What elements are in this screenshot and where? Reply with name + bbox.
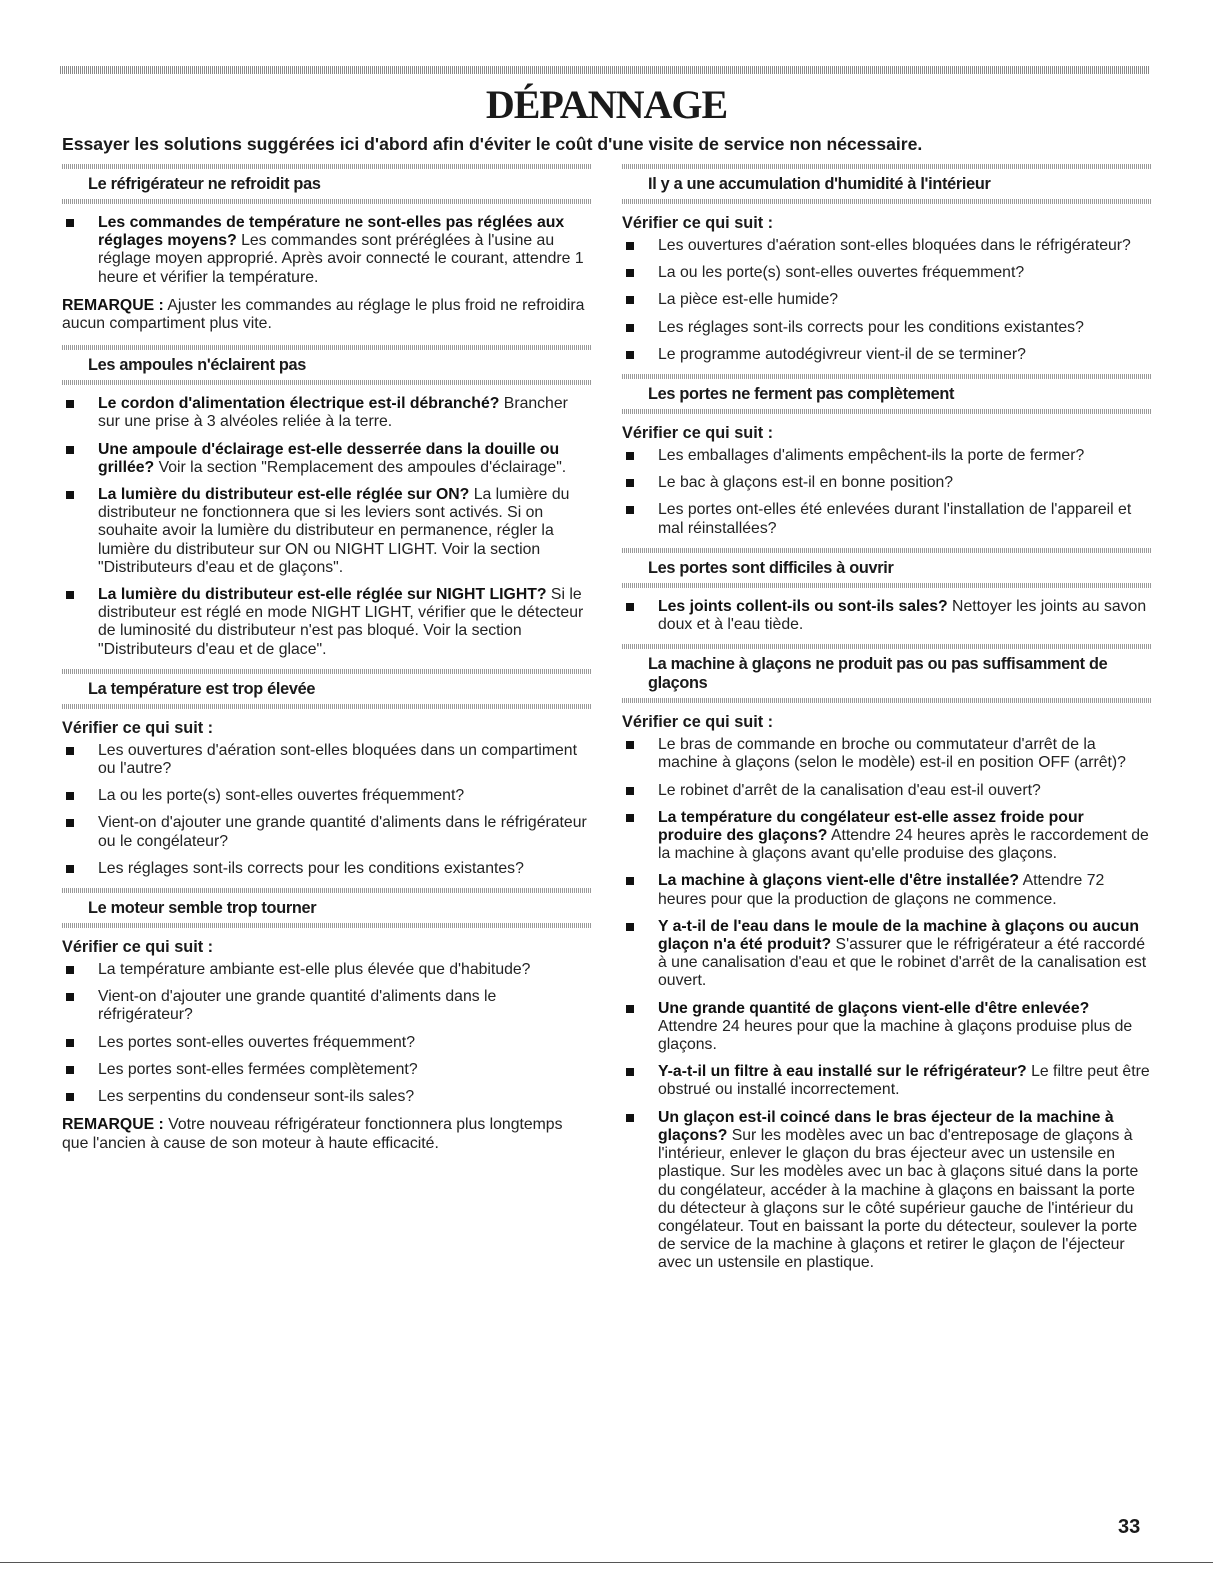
list-item [62,486,592,577]
bullet-icon [626,296,634,304]
intro-text: Essayer les solutions suggérées ici d'abord afin d'éviter le coût d'une visite de service non nécessaire. [62,134,923,154]
list-item [62,1061,592,1079]
item-text: Les emballages d'aliments empêchent-ils la porte de fermer? [658,447,1085,465]
bullet-icon [66,1039,74,1047]
item-text: Les réglages sont-ils corrects pour les conditions existantes? [98,859,524,877]
item-text: La pièce est-elle humide? [658,291,839,309]
answer: Le robinet d'arrêt de la canalisation d'eau est-il ouvert? [658,781,1041,799]
section-header [62,345,592,385]
check-heading: Vérifier ce qui suit : [62,718,214,737]
dotted-rule [622,583,1152,588]
left-column [62,164,592,1165]
dotted-rule [62,199,592,204]
list-item [62,441,592,477]
section-doors-hard-to-open [622,548,1152,634]
page-number: 33 [1118,1516,1141,1538]
bullet-icon [626,877,634,885]
bullet-icon [626,242,634,250]
list-item [622,918,1152,991]
answer: Le filtre peut être obstrué ou installé incorrectement. [658,1063,1150,1099]
section-title: Les portes ne ferment pas complètement [648,385,955,404]
section-temperature-high [62,669,592,878]
bullet-icon [626,506,634,514]
note-text: Ajuster les commandes au réglage le plus froid ne refroidira aucun compartiment plus vite. [62,296,585,333]
list [622,237,1152,364]
bullet-icon [626,324,634,332]
list [62,961,592,1106]
bullet-icon [66,1066,74,1074]
bullet-icon [626,452,634,460]
list [622,447,1152,538]
list-item [622,872,1152,908]
section-header [622,374,1152,414]
list-item [622,291,1152,309]
section-header [62,669,592,709]
section-not-cooling [62,164,592,333]
list-item [622,501,1152,537]
list-item [62,214,592,287]
list-item [622,598,1152,634]
bullet-icon [626,479,634,487]
list [622,598,1152,634]
item-text: Les ouvertures d'aération sont-elles bloquées dans un compartiment ou l'autre? [98,741,577,778]
bullet-icon [626,269,634,277]
question: Le cordon d'alimentation électrique est-il débranché? [98,395,500,413]
item-text: Le bac à glaçons est-il en bonne position? [658,474,954,492]
bullet-icon [626,923,634,931]
list-item [622,447,1152,465]
item-text: Les serpentins du condenseur sont-ils sales? [98,1088,415,1106]
item-text: Vient-on d'ajouter une grande quantité d'aliments dans le réfrigérateur? [98,988,497,1024]
section-header [62,164,592,204]
answer: Attendre 24 heures pour que la machine à glaçons produise plus de glaçons. [658,1017,1133,1054]
bullet-icon [626,787,634,795]
section-title: Le moteur semble trop tourner [88,899,317,918]
bottom-rule [0,1562,1213,1563]
right-column [622,164,1152,1283]
list-item [622,1109,1152,1273]
list-item [622,474,1152,492]
item-text: Les réglages sont-ils corrects pour les conditions existantes? [658,318,1084,336]
list [622,736,1152,1272]
list-item [622,1000,1152,1055]
list-item [622,319,1152,337]
section-header [62,888,592,928]
note-label: REMARQUE : [62,1116,164,1134]
question: Une ampoule d'éclairage est-elle desserrée dans la douille ou grillée? [98,440,560,476]
bullet-icon [66,1093,74,1101]
item-text: Les portes ont-elles été enlevées durant l'installation de l'appareil et mal réinstallées? [658,501,1132,537]
list-item [622,237,1152,255]
note-label: REMARQUE : [62,296,164,314]
question: Les joints collent-ils ou sont-ils sales? [658,597,948,615]
bullet-icon [66,747,74,755]
section-header [622,644,1152,703]
bullet-icon [66,591,74,599]
bullet-icon [626,741,634,749]
list-item [62,860,592,878]
bullet-icon [626,1114,634,1122]
section-doors-not-closing [622,374,1152,538]
list-item [62,586,592,659]
item-text: Vient-on d'ajouter une grande quantité d'aliments dans le réfrigérateur ou le congélateur? [98,814,587,850]
list-item [622,1063,1152,1099]
question: Y a-t-il de l'eau dans le moule de la machine à glaçons ou aucun glaçon n'a été produit? [658,917,1140,954]
section-title: La température est trop élevée [88,679,316,698]
question: La machine à glaçons vient-elle d'être installée? [658,872,1020,890]
list-item [622,264,1152,282]
item-text: Les portes sont-elles ouvertes fréquemment? [98,1033,415,1051]
item-text: La ou les porte(s) sont-elles ouvertes fréquemment? [98,787,465,805]
section-lights [62,345,592,659]
bullet-icon [66,792,74,800]
note [62,1116,592,1152]
section-title: Les portes sont difficiles à ouvrir [648,558,894,577]
list-item [62,961,592,979]
check-heading: Vérifier ce qui suit : [622,214,774,232]
answer: Brancher sur une prise à 3 alvéoles reliée à la terre. [98,395,568,431]
section-title: La machine à glaçons ne produit pas ou pas suffisamment de glaçons [648,655,1108,693]
item-text: Le programme autodégivreur vient-il de se terminer? [658,345,1026,363]
question: Les commandes de température ne sont-elles pas réglées aux réglages moyens? [98,214,565,250]
answer: S'assurer que le réfrigérateur a été raccordé à une canalisation d'eau et que le robinet d'arrêt de la canalisation est ouvert. [658,936,1147,990]
check-heading: Vérifier ce qui suit : [62,938,214,957]
list-item [622,346,1152,364]
dotted-rule [62,380,592,385]
list-item [62,814,592,850]
list-item [62,395,592,431]
list-item [622,736,1152,772]
note [62,297,592,333]
question: Y-a-t-il un filtre à eau installé sur le réfrigérateur? [658,1063,1027,1081]
section-motor [62,888,592,1153]
answer: Attendre 72 heures pour que la production de glaçons ne commence. [658,872,1105,908]
item-text: La ou les porte(s) sont-elles ouvertes fréquemment? [658,264,1025,282]
section-title: Le réfrigérateur ne refroidit pas [88,175,321,193]
answer: Les commandes sont préréglées à l'usine au réglage moyen approprié. Après avoir connecté le courant, attendre 1 heure et vérifier la température. [98,232,584,286]
item-text: Les ouvertures d'aération sont-elles bloquées dans le réfrigérateur? [658,237,1131,254]
question: Une grande quantité de glaçons vient-elle d'être enlevée? [658,999,1090,1017]
dotted-rule [622,698,1152,703]
list-item [62,1034,592,1052]
question: La lumière du distributeur est-elle réglée sur NIGHT LIGHT? [98,586,547,604]
answer: Si le distributeur est réglé en mode NIGHT LIGHT, vérifier que le détecteur de luminosité du distributeur n'est pas bloqué. Voir la section "Distributeurs d'eau et de glace". [98,586,584,658]
section-ice-maker [622,644,1152,1272]
item-text: Les portes sont-elles fermées complètement? [98,1060,418,1078]
answer: La lumière du distributeur ne fonctionnera que si les leviers sont activés. Si on souhaite avoir la lumière du distributeur en permanence, régler la lumière du distributeur sur ON ou NIGHT LIGHT. Voir la section "Distributeurs d'eau et de glaçons". [98,486,570,576]
bullet-icon [626,1005,634,1013]
answer: Nettoyer les joints au savon doux et à l'eau tiède. [658,597,1147,634]
section-title: Les ampoules n'éclairent pas [88,356,307,375]
bullet-icon [626,351,634,359]
bullet-icon [66,993,74,1001]
bullet-icon [66,865,74,873]
list-item [62,742,592,778]
section-header [622,164,1152,204]
dotted-rule [62,704,592,709]
bullet-icon [66,219,74,227]
note-text: Votre nouveau réfrigérateur fonctionnera plus longtemps que l'ancien à cause de son moteur à haute efficacité. [62,1116,563,1152]
top-dotted-rule [60,66,1150,74]
section-header [622,548,1152,588]
check-heading: Vérifier ce qui suit : [622,713,774,732]
dotted-rule [622,409,1152,414]
question: La lumière du distributeur est-elle réglée sur ON? [98,486,470,504]
dotted-rule [622,199,1152,204]
bullet-icon [66,966,74,974]
check-heading: Vérifier ce qui suit : [622,424,774,443]
list-item [62,787,592,805]
answer: Le bras de commande en broche ou commutateur d'arrêt de la machine à glaçons (selon le modèle) est-il en position OFF (arrêt)? [658,736,1126,772]
answer: Attendre 24 heures après le raccordement de la machine à glaçons avant qu'elle produise des glaçons. [658,827,1149,863]
list-item [62,988,592,1024]
bullet-icon [66,819,74,827]
bullet-icon [626,814,634,822]
bullet-icon [626,1068,634,1076]
bullet-icon [626,603,634,611]
answer: Sur les modèles avec un bac d'entreposage de glaçons à l'intérieur, enlever le glaçon du bras éjecteur avec un ustensile en plastique. Sur les modèles avec un bac à glaçons situé dans la porte du congélateur, accéder à la machine à glaçons en baissant la porte du détecteur à glaçons sur le côté supérieur gauche de l'intérieur du congélateur. Tout en baissant la porte du détecteur, soulever la porte de service de la machine à glaçons et retirer le glaçon de l'éjecteur avec un ustensile en plastique. [658,1126,1139,1272]
item-text: La température ambiante est-elle plus élevée que d'habitude? [98,961,531,979]
list-item [622,809,1152,864]
section-title: Il y a une accumulation d'humidité à l'intérieur [648,175,991,193]
page-title: DÉPANNAGE [485,82,728,127]
list [62,395,592,659]
bullet-icon [66,400,74,408]
list-item [622,782,1152,800]
bullet-icon [66,446,74,454]
question: Un glaçon est-il coincé dans le bras éjecteur de la machine à glaçons? [658,1108,1114,1144]
bullet-icon [66,491,74,499]
list [62,214,592,287]
section-humidity [622,164,1152,364]
list-item [62,1088,592,1106]
list [62,742,592,878]
dotted-rule [62,923,592,928]
question: La température du congélateur est-elle assez froide pour produire des glaçons? [658,808,1084,845]
answer: Voir la section "Remplacement des ampoules d'éclairage". [154,458,567,476]
